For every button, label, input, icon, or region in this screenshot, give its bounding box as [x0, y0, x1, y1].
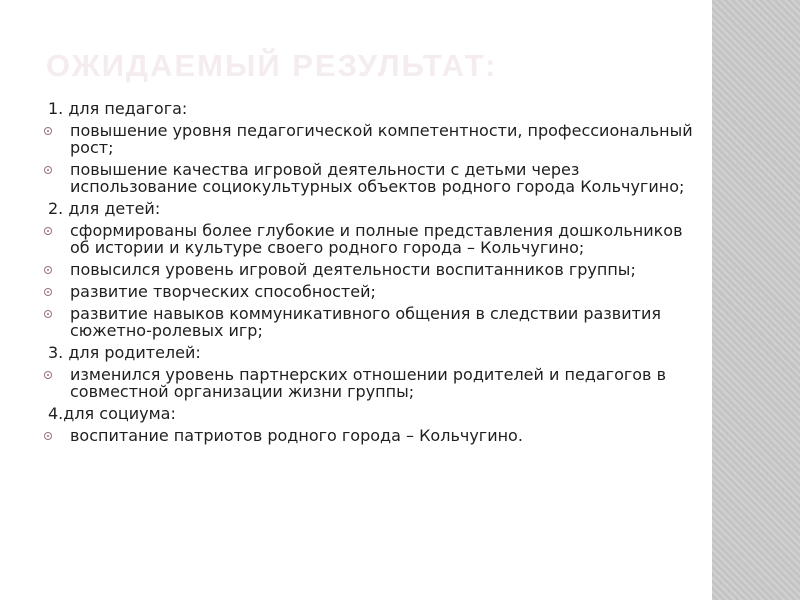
circle-bullet-icon	[44, 166, 52, 174]
list-item-text: развитие навыков коммуникативного общения в следствии развития сюжетно-ролевых игр;	[70, 304, 661, 340]
list-item	[44, 305, 704, 339]
list-item-text: повышение качества игровой деятельности с детьми через использование социокультурных объектов родного города Кольчугино;	[70, 160, 685, 196]
list-item	[44, 122, 704, 156]
list-item-text: воспитание патриотов родного города – Кольчугино.	[70, 426, 523, 445]
section-heading-text: 1. для педагога:	[48, 99, 188, 118]
decorative-side-stripe	[712, 0, 800, 600]
list-item	[44, 427, 704, 444]
list-item-text: сформированы более глубокие и полные представления дошкольников об истории и культуре своего родного города – Кольчугино;	[70, 221, 683, 257]
section-heading-children	[44, 200, 704, 217]
slide-content	[44, 100, 704, 449]
circle-bullet-icon	[44, 310, 52, 318]
list-item	[44, 283, 704, 300]
list-item	[44, 366, 704, 400]
circle-bullet-icon	[44, 288, 52, 296]
list-item-text: развитие творческих способностей;	[70, 282, 376, 301]
circle-bullet-icon	[44, 127, 52, 135]
section-heading-text: 4.для социума:	[48, 404, 176, 423]
section-heading-parents	[44, 344, 704, 361]
list-item-text: повысился уровень игровой деятельности воспитанников группы;	[70, 260, 636, 279]
list-item-text: изменился уровень партнерских отношении родителей и педагогов в совместной организации жизни группы;	[70, 365, 666, 401]
section-heading-text: 2. для детей:	[48, 199, 161, 218]
slide-title: ОЖИДАЕМЫЙ РЕЗУЛЬТАТ:	[46, 48, 498, 83]
section-heading-society	[44, 405, 704, 422]
circle-bullet-icon	[44, 371, 52, 379]
section-heading-text: 3. для родителей:	[48, 343, 201, 362]
section-heading-teacher	[44, 100, 704, 117]
list-item-text: повышение уровня педагогической компетентности, профессиональный рост;	[70, 121, 693, 157]
list-item	[44, 261, 704, 278]
circle-bullet-icon	[44, 227, 52, 235]
list-item	[44, 222, 704, 256]
circle-bullet-icon	[44, 432, 52, 440]
list-item	[44, 161, 704, 195]
circle-bullet-icon	[44, 266, 52, 274]
